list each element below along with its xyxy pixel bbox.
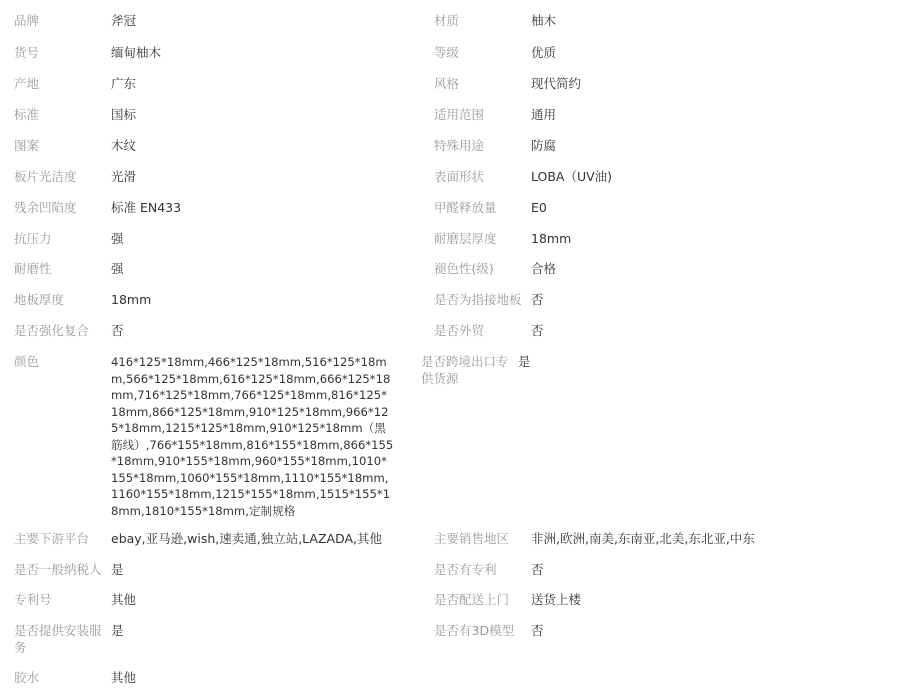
attribute-value: 是 <box>518 354 531 369</box>
attribute-label: 是否跨境出口专供货源 <box>421 354 509 386</box>
attribute-value: 缅甸柚木 <box>111 45 162 60</box>
attribute-label: 颜色 <box>14 354 40 369</box>
attribute-value: 合格 <box>531 261 557 276</box>
attribute-row-pattern <box>0 124 906 155</box>
attribute-label: 主要下游平台 <box>14 531 90 546</box>
attribute-value: 否 <box>531 292 544 307</box>
attribute-value: 否 <box>531 323 544 338</box>
attribute-value: 否 <box>111 323 124 338</box>
attribute-row-origin <box>0 62 906 93</box>
attribute-value: 防腐 <box>531 138 557 153</box>
attribute-label: 等级 <box>434 45 460 60</box>
attribute-label: 胶水 <box>14 670 40 685</box>
attribute-value: 其他 <box>111 592 137 607</box>
attribute-row-downstream-platform <box>0 517 906 548</box>
attribute-label: 主要销售地区 <box>434 531 510 546</box>
attribute-value: 木纹 <box>111 138 137 153</box>
attribute-label: 是否一般纳税人 <box>14 562 102 577</box>
attribute-row-patent-no <box>0 578 906 609</box>
attribute-value <box>531 656 906 670</box>
attribute-value: 标准 EN433 <box>111 200 182 215</box>
attribute-label: 耐磨层厚度 <box>434 231 497 246</box>
attribute-row-standard <box>0 93 906 124</box>
attribute-value: 否 <box>531 623 544 638</box>
attribute-value: ebay,亚马逊,wish,速卖通,独立站,LAZADA,其他 <box>111 531 383 546</box>
attribute-row-residual-dent <box>0 186 906 217</box>
attribute-label: 地板厚度 <box>14 292 65 307</box>
attribute-label: 适用范围 <box>434 107 485 122</box>
attribute-row-item-no <box>0 31 906 62</box>
attribute-label: 残余凹陷度 <box>14 200 77 215</box>
attribute-label: 甲醛释放量 <box>434 200 497 215</box>
attribute-label: 耐磨性 <box>14 261 52 276</box>
attribute-value: 否 <box>531 562 544 577</box>
attribute-value: 优质 <box>531 45 557 60</box>
attribute-row-installation-service <box>0 609 906 656</box>
attribute-label: 是否有3D模型 <box>434 623 515 638</box>
attribute-label: 板片光洁度 <box>14 169 77 184</box>
attribute-row-smoothness <box>0 155 906 186</box>
attribute-value: 广东 <box>111 76 137 91</box>
attribute-row-general-taxpayer <box>0 548 906 578</box>
attribute-label: 材质 <box>434 13 460 28</box>
attribute-value: 18mm <box>111 292 152 307</box>
attribute-label: 是否配送上门 <box>434 592 510 607</box>
attribute-label: 标准 <box>14 107 40 122</box>
attribute-row-glue <box>0 656 906 687</box>
attribute-value: 现代简约 <box>531 76 582 91</box>
attribute-row-color <box>0 340 906 517</box>
attribute-row-wear-resistance <box>0 247 906 278</box>
attribute-value: 送货上楼 <box>531 592 582 607</box>
attribute-label: 产地 <box>14 76 40 91</box>
attribute-value: 强 <box>111 231 124 246</box>
attribute-row-pressure-resistance <box>0 217 906 247</box>
attribute-value: 柚木 <box>531 13 557 28</box>
attribute-label: 专利号 <box>14 592 52 607</box>
attribute-label: 品牌 <box>14 13 40 28</box>
attribute-value: LOBA（UV油) <box>531 169 613 184</box>
attribute-label: 货号 <box>14 45 40 60</box>
attribute-label: 抗压力 <box>14 231 52 246</box>
attribute-row-floor-thickness <box>0 278 906 309</box>
attribute-value: 是 <box>111 562 124 577</box>
attribute-label: 是否为指接地板 <box>434 292 522 307</box>
attribute-label: 是否有专利 <box>434 562 497 577</box>
attribute-value: 通用 <box>531 107 557 122</box>
attribute-value: 416*125*18mm,466*125*18mm,516*125*18mm,566*125*18mm,616*125*18mm,666*125*18mm,716*125*18mm,766*125*18mm,816*125*18mm,866*125*18mm,910*125*18mm,966*125*18mm,1215*125*18mm,910*125*18mm（黑筋线）,766*155*18mm,816*155*18mm,866*155*18mm,910*155*18mm,960*155*18mm,1010*155*18mm,1060*155*18mm,1110*155*18mm,1160*155*18mm,1215*155*18mm,1515*155*18mm,1810*155*18mm,定制规格 <box>111 355 394 518</box>
attribute-value: E0 <box>531 200 547 215</box>
attribute-label: 是否强化复合 <box>14 323 90 338</box>
attribute-value: 斧冠 <box>111 13 137 28</box>
attribute-label: 特殊用途 <box>434 138 485 153</box>
attribute-label <box>420 656 531 670</box>
attribute-row-brand <box>0 0 906 31</box>
attribute-value: 非洲,欧洲,南美,东南亚,北美,东北亚,中东 <box>531 531 755 546</box>
attribute-value: 18mm <box>531 231 572 246</box>
attribute-value: 光滑 <box>111 169 137 184</box>
attribute-value: 强 <box>111 261 124 276</box>
attribute-label: 表面形状 <box>434 169 485 184</box>
attribute-value: 国标 <box>111 107 137 122</box>
attribute-label: 图案 <box>14 138 40 153</box>
attribute-label: 褪色性(级) <box>434 261 494 276</box>
attribute-label: 风格 <box>434 76 460 91</box>
attribute-row-laminated <box>0 309 906 340</box>
attribute-label: 是否外贸 <box>434 323 485 338</box>
attribute-value: 是 <box>111 623 124 638</box>
attribute-label: 是否提供安装服务 <box>14 623 102 655</box>
attribute-value: 其他 <box>111 670 137 685</box>
